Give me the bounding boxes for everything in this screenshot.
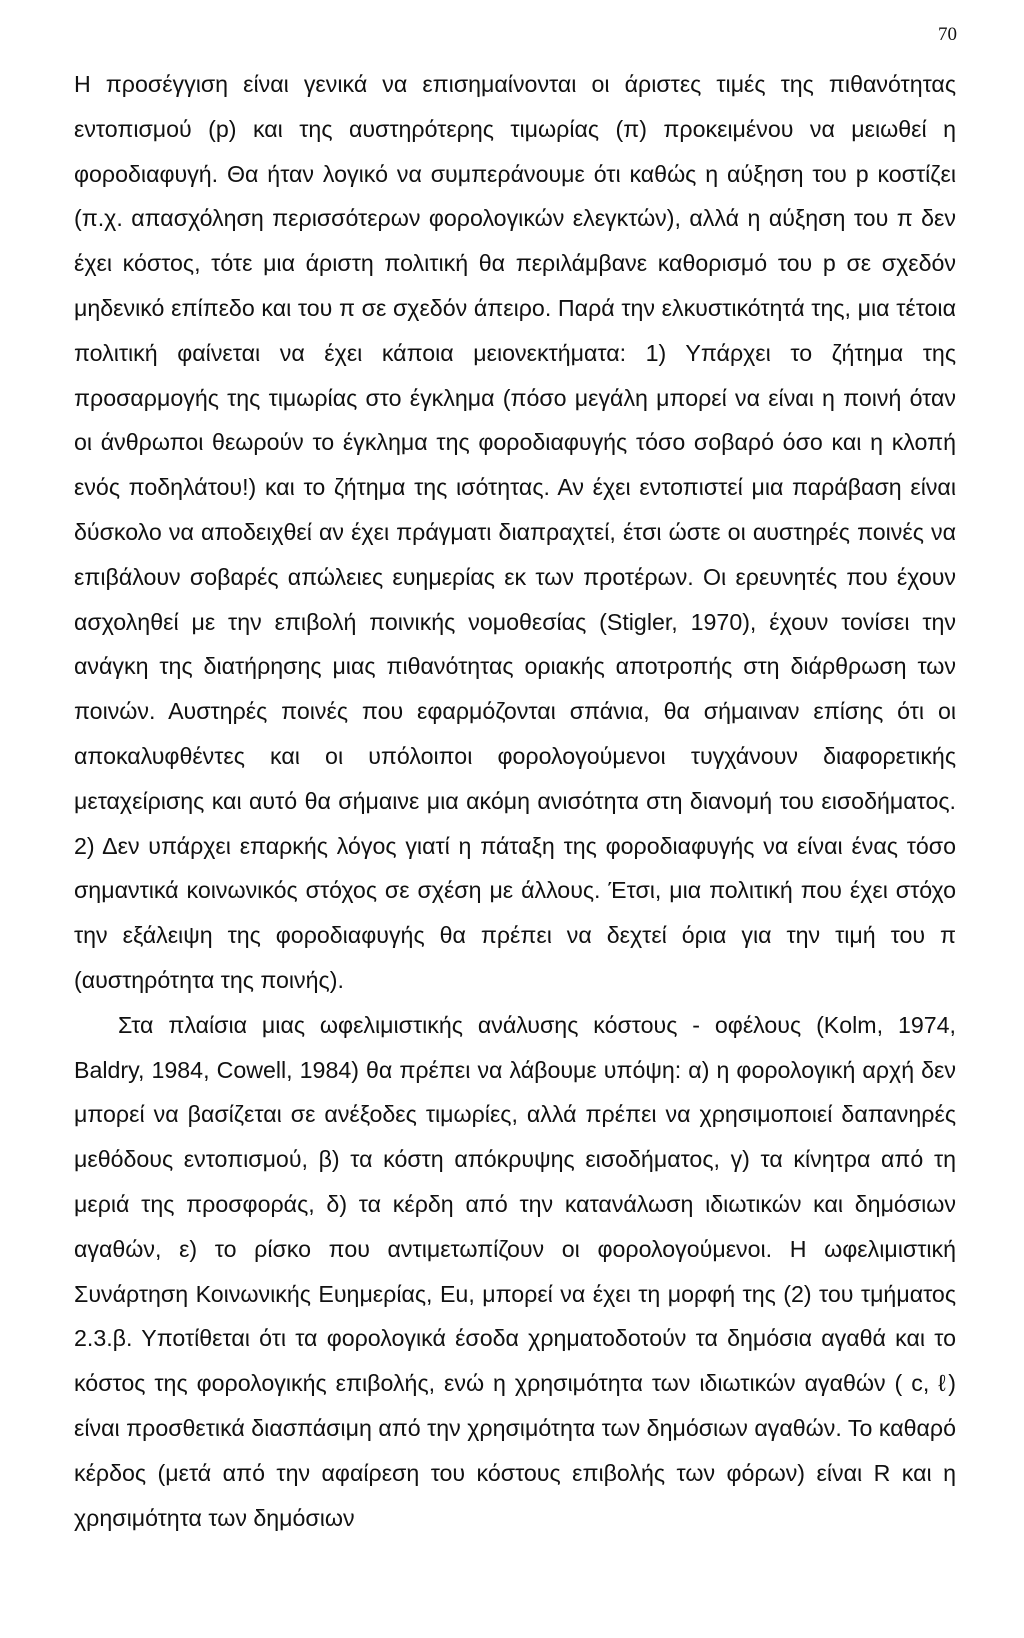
paragraph-1: Η προσέγγιση είναι γενικά να επισημαίνονται οι άριστες τιμές της πιθανότητας εντοπισμού (p) και της αυστηρότερης τιμωρίας (π) προκειμένου να μειωθεί η φοροδιαφυγή. Θα ήταν λογικό να συμπεράνουμε ότι καθώς η αύξηση του p κοστίζει (π.χ. απασχόληση περισσότερων φορολογικών ελεγκτών), αλλά η αύξηση του π δεν έχει κόστος, τότε μια άριστη πολιτική θα περιλάμβανε καθορισμό του p σε σχεδόν μηδενικό επίπεδο και του π σε σχεδόν άπειρο. Παρά την ελκυστικότητά της, μια τέτοια πολιτική φαίνεται να έχει κάποια μειονεκτήματα: 1) Υπάρχει το ζήτημα της προσαρμογής της τιμωρίας στο έγκλημα (πόσο μεγάλη μπορεί να είναι η ποινή όταν οι άνθρωποι θεωρούν το έγκλημα της φοροδιαφυγής τόσο σοβαρό όσο και η κλοπή ενός ποδηλάτου!) και το ζήτημα της ισότητας. Αν έχει εντοπιστεί μια παράβαση είναι δύσκολο να αποδειχθεί αν έχει πράγματι διαπραχτεί, έτσι ώστε οι αυστηρές ποινές να επιβάλουν σοβαρές απώλειες ευημερίας εκ των προτέρων. Οι ερευνητές που έχουν ασχοληθεί με την επιβολή ποινικής νομοθεσίας (Stigler, 1970), έχουν τονίσει την ανάγκη της διατήρησης μιας πιθανότητας οριακής αποτροπής στη διάρθρωση των ποινών. Αυστηρές ποινές που εφαρμόζονται σπάνια, θα σήμαιναν επίσης ότι οι αποκαλυφθέντες και οι υπόλοιποι φορολογούμενοι τυγχάνουν διαφορετικής μεταχείρισης και αυτό θα σήμαινε μια ακόμη ανισότητα στη διανομή του εισοδήματος. 2) Δεν υπάρχει επαρκής λόγος γιατί η πάταξη της φοροδιαφυγής να είναι ένας τόσο σημαντικά κοινωνικός στόχος σε σχέση με άλλους. Έτσι, μια πολιτική που έχει στόχο την εξάλειψη της φοροδιαφυγής θα πρέπει να δεχτεί όρια για την τιμή του π (αυστηρότητα της ποινής). — [74, 71, 956, 993]
page-number: 70 — [938, 24, 957, 45]
paragraph-2: Στα πλαίσια μιας ωφελιμιστικής ανάλυσης κόστους - οφέλους (Kolm, 1974, Baldry, 1984, Cowell, 1984) θα πρέπει να λάβουμε υπόψη: α) η φορολογική αρχή δεν μπορεί να βασίζεται σε ανέξοδες τιμωρίες, αλλά πρέπει να χρησιμοποιεί δαπανηρές μεθόδους εντοπισμού, β) τα κόστη απόκρυψης εισοδήματος, γ) τα κίνητρα από τη μεριά της προσφοράς, δ) τα κέρδη από την κατανάλωση ιδιωτικών και δημόσιων αγαθών, ε) το ρίσκο που αντιμετωπίζουν οι φορολογούμενοι. Η ωφελιμιστική Συνάρτηση Κοινωνικής Ευημερίας, Eu, μπορεί να έχει τη μορφή της (2) του τμήματος 2.3.β. Υποτίθεται ότι τα φορολογικά έσοδα χρηματοδοτούν τα δημόσια αγαθά και το κόστος της φορολογικής επιβολής, ενώ η χρησιμότητα των ιδιωτικών αγαθών ( c, ℓ) είναι προσθετικά διασπάσιμη από την χρησιμότητα των δημόσιων αγαθών. Το καθαρό κέρδος (μετά από την αφαίρεση του κόστους επιβολής των φόρων) είναι R και η χρησιμότητα των δημόσιων — [74, 1011, 956, 1531]
body-text — [74, 62, 956, 1540]
